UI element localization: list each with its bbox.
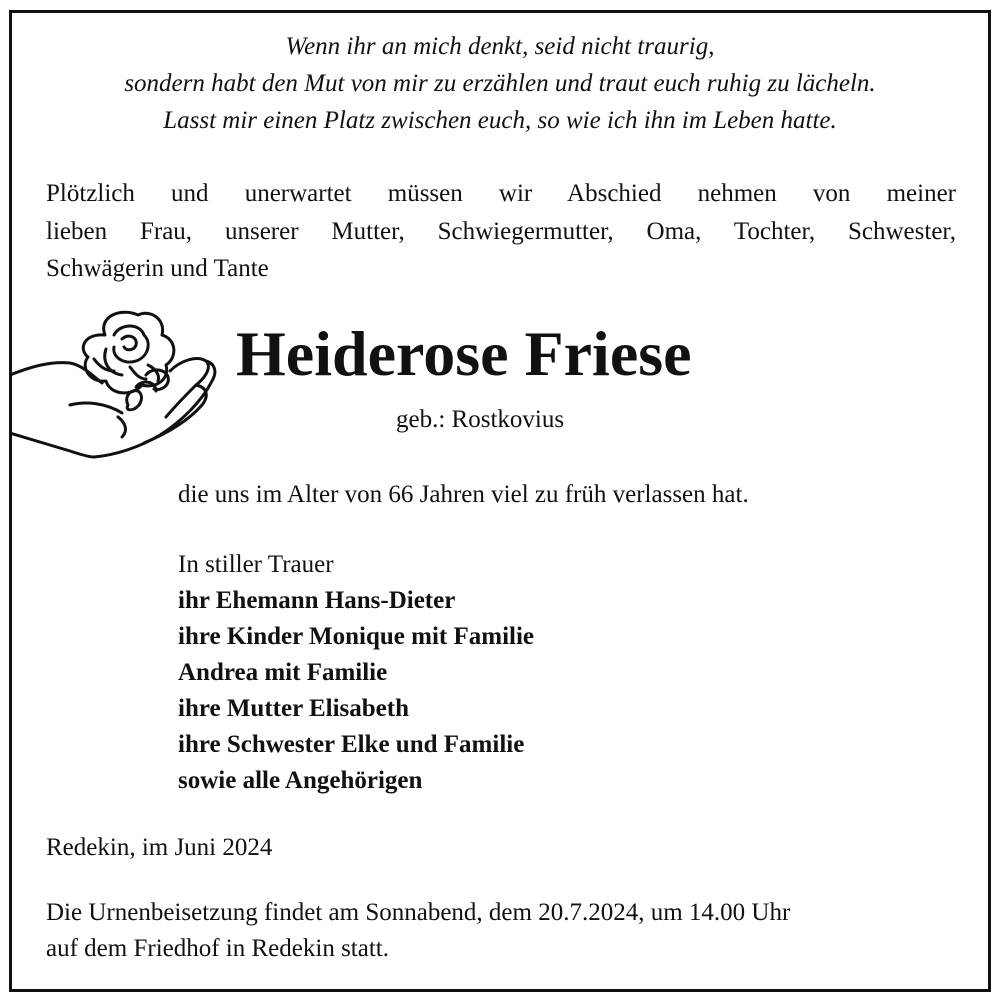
announcement-line: lieben Frau, unserer Mutter, Schwiegermutter, Oma, Tochter, Schwester,: [46, 217, 956, 245]
burial-line: auf dem Friedhof in Redekin statt.: [46, 935, 389, 962]
burial-info: [46, 895, 790, 967]
poem-line: sondern habt den Mut von mir zu erzählen und traut euch ruhig zu lächeln.: [124, 70, 876, 97]
mourner-entry: Andrea mit Familie: [178, 659, 388, 686]
mourner-entry: ihre Schwester Elke und Familie: [178, 731, 525, 758]
mourners-heading: In stiller Trauer: [178, 551, 334, 578]
mourner-entry: ihre Kinder Monique mit Familie: [178, 623, 535, 650]
announcement-line: Schwägerin und Tante: [46, 255, 269, 282]
deceased-name: Heiderose Friese: [236, 318, 692, 389]
age-statement: die uns im Alter von 66 Jahren viel zu früh verlassen hat.: [178, 481, 749, 508]
mourner-entry: sowie alle Angehörigen: [178, 767, 423, 794]
rose-icon: [83, 312, 174, 393]
poem-line: Lasst mir einen Platz zwischen euch, so wie ich ihn im Leben hatte.: [163, 107, 837, 134]
burial-line: Die Urnenbeisetzung findet am Sonnabend, dem 20.7.2024, um 14.00 Uhr: [46, 899, 791, 926]
poem-line: Wenn ihr an mich denkt, seid nicht traurig,: [285, 33, 715, 60]
hand-icon: [10, 359, 215, 457]
mourner-entry: ihre Mutter Elisabeth: [178, 695, 410, 722]
announcement-text: [46, 175, 956, 288]
place-and-date: Redekin, im Juni 2024: [46, 834, 273, 861]
mourner-entry: ihr Ehemann Hans-Dieter: [178, 587, 456, 614]
mourners-list: [178, 547, 534, 799]
memorial-poem: [0, 28, 1000, 139]
announcement-line: Plötzlich und unerwartet müssen wir Abschied nehmen von meiner: [46, 180, 956, 207]
maiden-name: geb.: Rostkovius: [396, 406, 565, 433]
hand-holding-rose-icon: [10, 305, 220, 470]
